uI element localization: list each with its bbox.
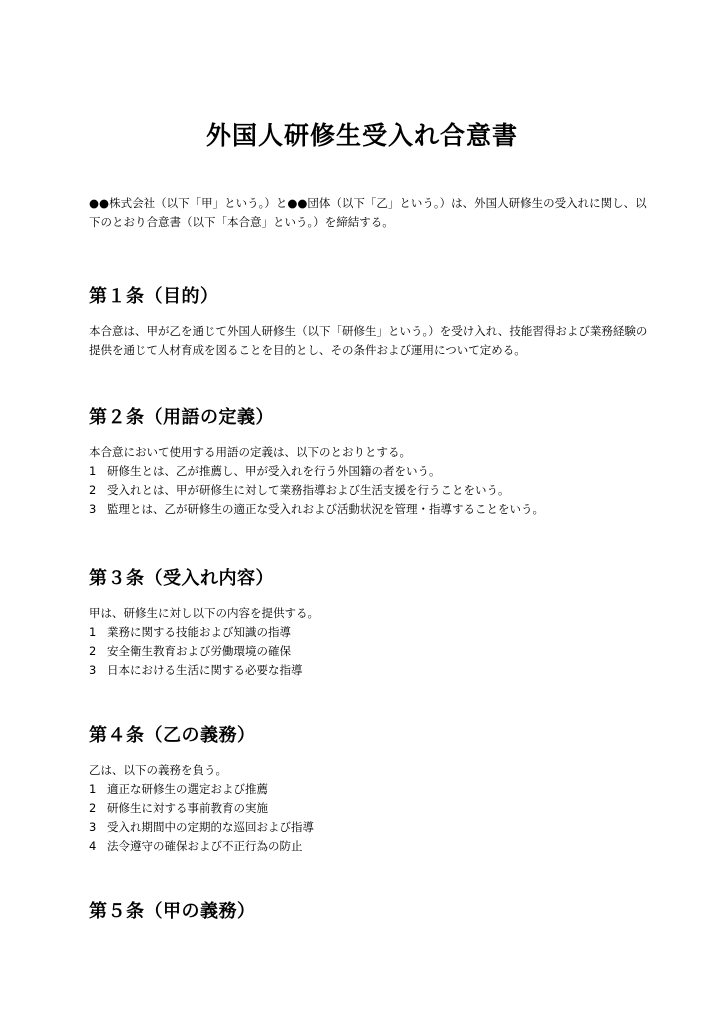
article-4-item [89,799,649,818]
article-2-paragraph: 本合意において使用する用語の定義は、以下のとおりとする。 [89,445,411,459]
item-number: 2 [89,644,97,658]
article-3-item [89,661,649,680]
article-1-paragraph: 本合意は、甲が乙を通じて外国人研修生（以下「研修生」という。）を受け入れ、技能習得および業務経験の提供を通じて人材育成を図ることを目的とし、その条件および運用について定める。 [89,324,648,357]
item-number: 1 [89,782,97,796]
article-4 [89,723,649,856]
article-1 [89,284,649,360]
article-3-body [89,604,649,680]
item-text: 受入れとは、甲が研修生に対して業務指導および生活支援を行うことをいう。 [107,483,510,497]
article-5 [89,899,649,937]
article-4-item [89,780,649,799]
item-text: 日本における生活に関する必要な指導 [107,663,303,677]
item-number: 4 [89,839,97,853]
article-3-item [89,623,649,642]
article-3 [89,566,649,680]
article-3-paragraph: 甲は、研修生に対し以下の内容を提供する。 [89,606,319,620]
document-title: 外国人研修生受入れ合意書 [205,121,518,150]
article-3-heading: 第３条（受入れ内容） [89,568,274,589]
intro-paragraph: ●●株式会社（以下「甲」という。）と●●団体（以下「乙」という。）は、外国人研修生の受入れに関し、以下のとおり合意書（以下「本合意」という。）を締結する。 [89,196,647,229]
article-2-item [89,500,649,519]
item-text: 監理とは、乙が研修生の適正な受入れおよび活動状況を管理・指導することをいう。 [107,502,544,516]
item-number: 3 [89,663,97,677]
article-4-body [89,761,649,856]
item-number: 1 [89,464,97,478]
article-2-item [89,462,649,481]
article-4-paragraph: 乙は、以下の義務を負う。 [89,763,227,777]
article-2-body [89,443,649,519]
article-2-item [89,481,649,500]
article-1-heading: 第１条（目的） [89,286,219,307]
item-text: 安全衛生教育および労働環境の確保 [107,644,291,658]
item-text: 業務に関する技能および知識の指導 [107,625,291,639]
item-number: 2 [89,801,97,815]
article-2 [89,405,649,519]
item-text: 研修生に対する事前教育の実施 [107,801,268,815]
article-4-heading: 第４条（乙の義務） [89,725,256,746]
article-2-heading: 第２条（用語の定義） [89,407,274,428]
article-3-item [89,642,649,661]
item-number: 3 [89,820,97,834]
item-text: 適正な研修生の選定および推薦 [107,782,268,796]
item-number: 2 [89,483,97,497]
article-4-item [89,818,649,837]
item-text: 研修生とは、乙が推薦し、甲が受入れを行う外国籍の者をいう。 [107,464,441,478]
article-5-heading: 第５条（甲の義務） [89,901,256,922]
article-1-body [89,322,649,360]
article-4-item [89,837,649,856]
item-number: 3 [89,502,97,516]
item-number: 1 [89,625,97,639]
item-text: 受入れ期間中の定期的な巡回および指導 [107,820,314,834]
item-text: 法令遵守の確保および不正行為の防止 [107,839,303,853]
